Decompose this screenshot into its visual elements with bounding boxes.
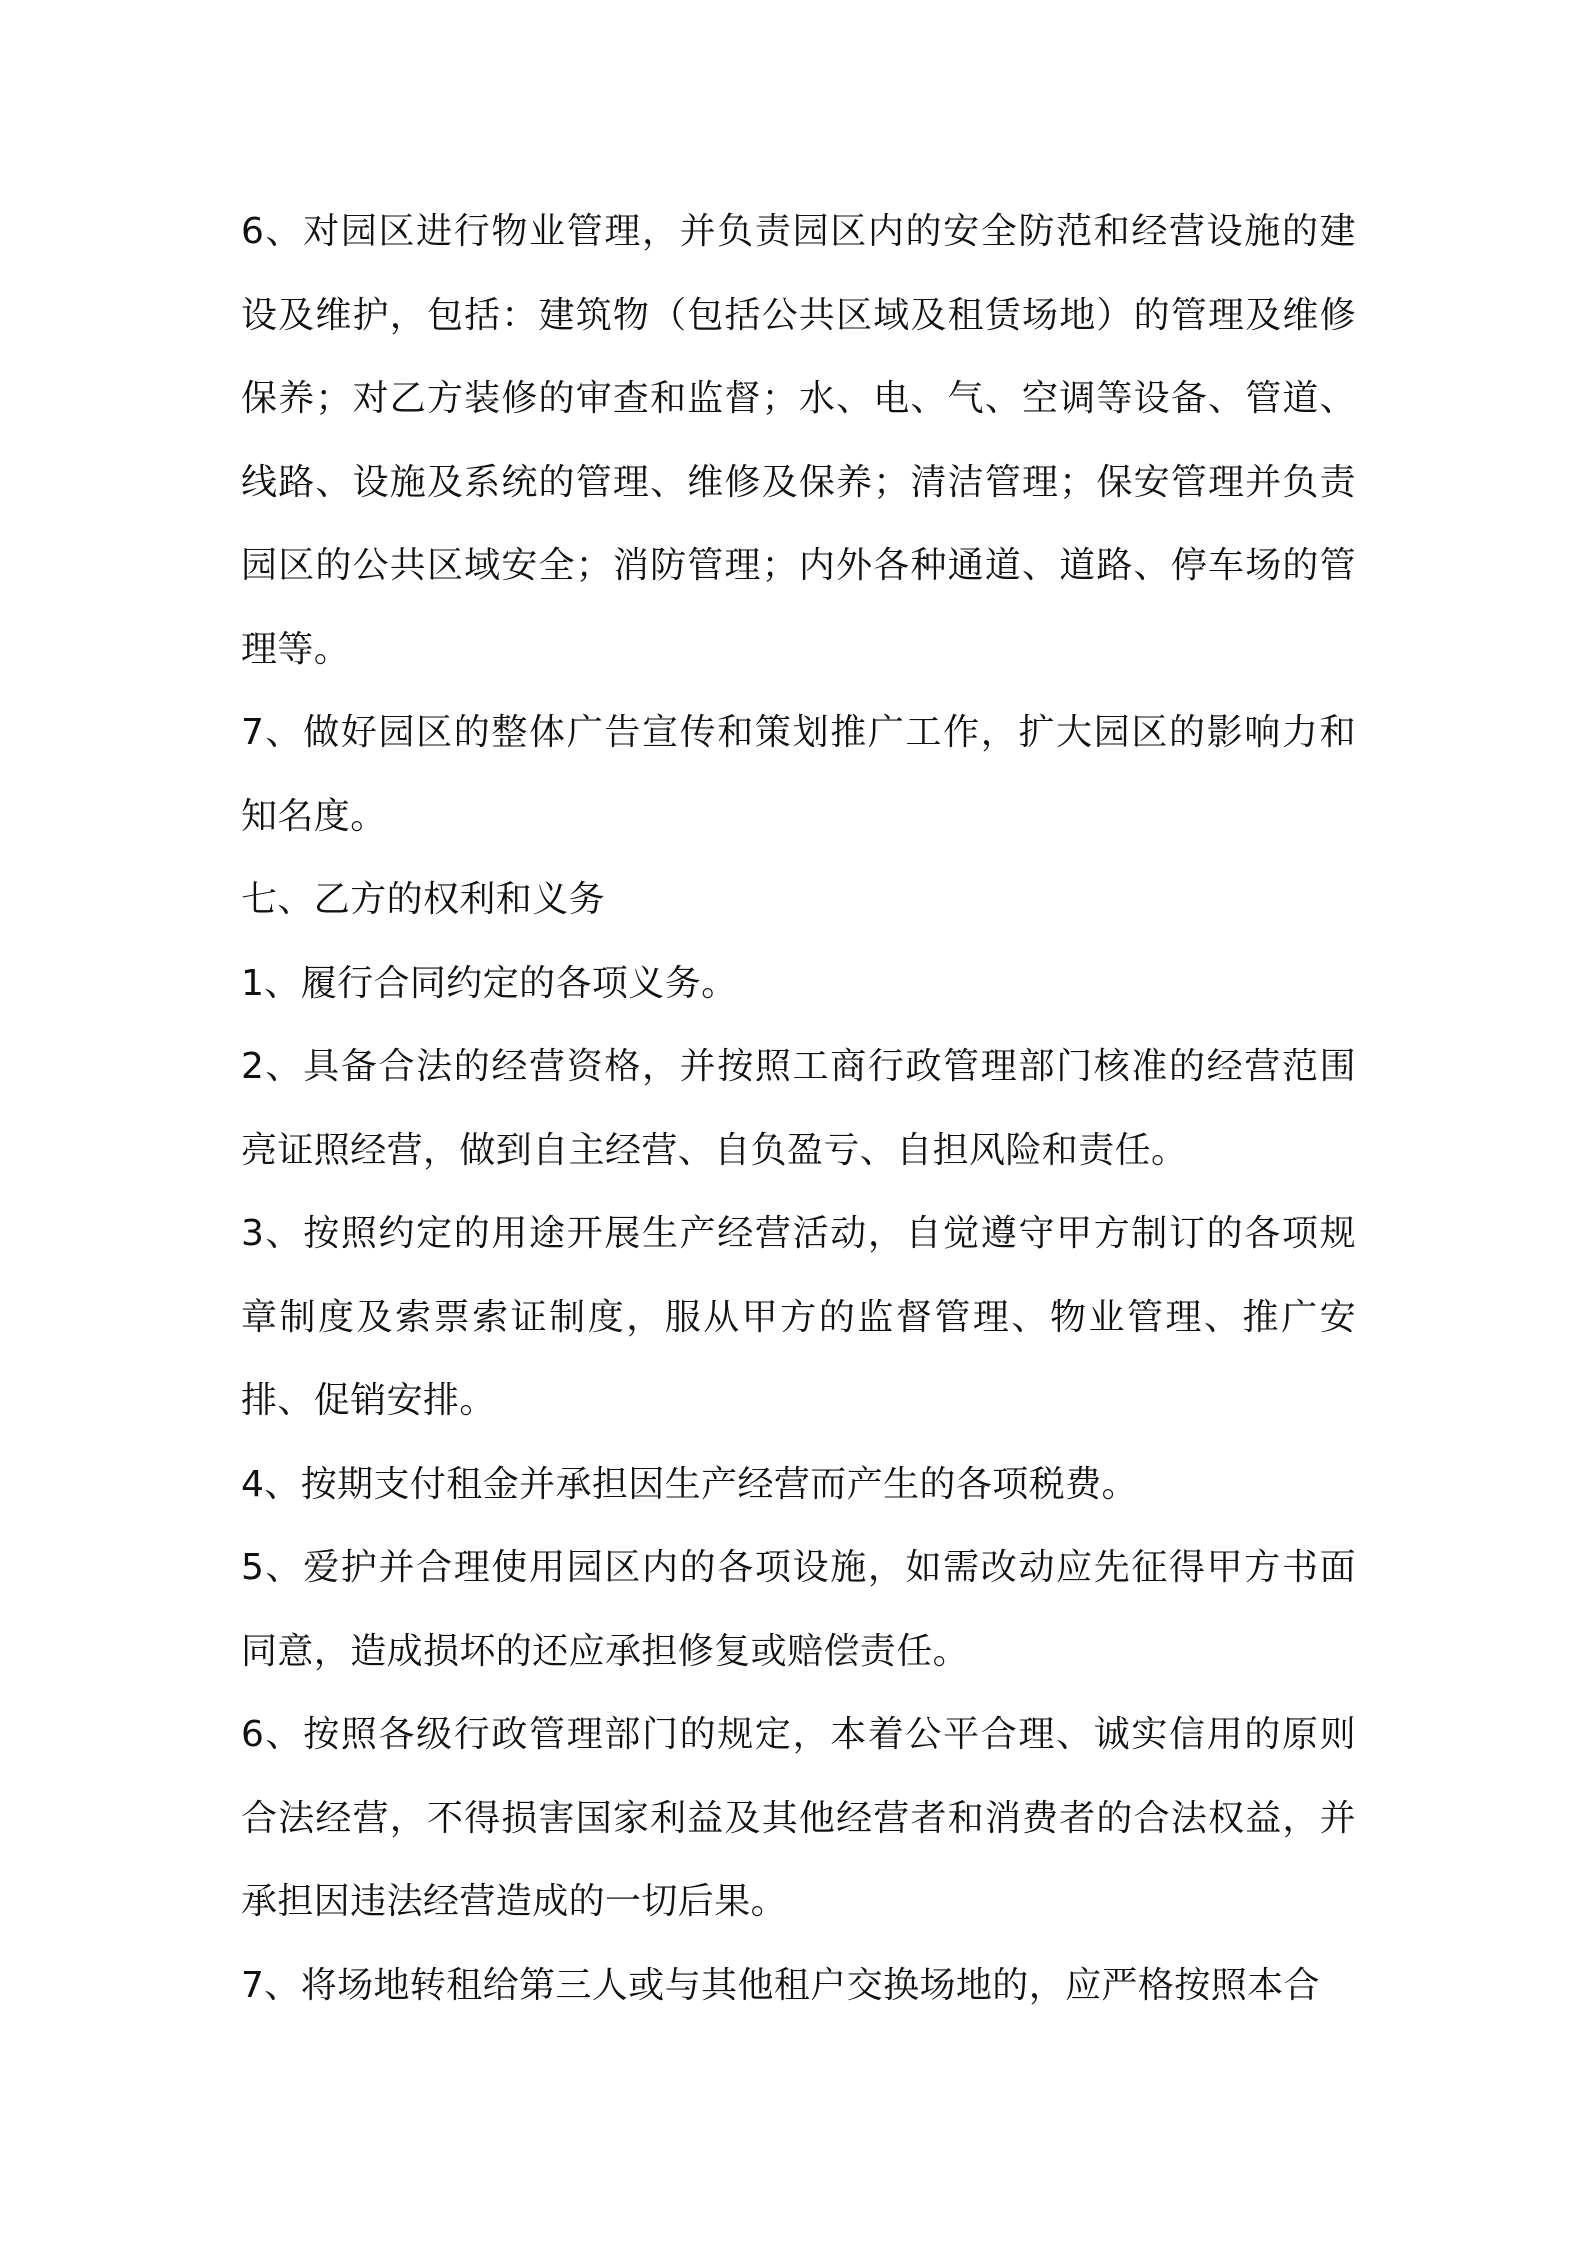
- paragraph-9: 6、按照各级行政管理部门的规定，本着公平合理、诚实信用的原则合法经营，不得损害国家利益及其他经营者和消费者的合法权益，并承担因违法经营造成的一切后果。: [241, 1714, 1356, 1922]
- paragraph-8: 5、爱护并合理使用园区内的各项设施，如需改动应先征得甲方书面同意，造成损坏的还应承担修复或赔偿责任。: [241, 1547, 1356, 1672]
- paragraph-6: 3、按照约定的用途开展生产经营活动，自觉遵守甲方制订的各项规章制度及索票索证制度，服从甲方的监督管理、物业管理、推广安排、促销安排。: [241, 1213, 1356, 1421]
- paragraph-2: 7、做好园区的整体广告宣传和策划推广工作，扩大园区的影响力和知名度。: [241, 712, 1356, 837]
- paragraph-5: 2、具备合法的经营资格，并按照工商行政管理部门核准的经营范围亮证照经营，做到自主经营、自负盈亏、自担风险和责任。: [241, 1046, 1356, 1171]
- paragraph-10: 7、将场地转租给第三人或与其他租户交换场地的，应严格按照本合: [241, 1964, 1320, 2006]
- paragraph-4: 1、履行合同约定的各项义务。: [241, 962, 738, 1004]
- paragraph-1: 6、对园区进行物业管理，并负责园区内的安全防范和经营设施的建设及维护，包括：建筑物（包括公共区域及租赁场地）的管理及维修保养；对乙方装修的审查和监督；水、电、气、空调等设备、管道、线路、设施及系统的管理、维修及保养；清洁管理；保安管理并负责园区的公共区域安全；消防管理；内外各种通道、道路、停车场的管理等。: [241, 211, 1356, 670]
- section-heading: 七、乙方的权利和义务: [241, 879, 606, 920]
- document-body: [241, 190, 1356, 2027]
- paragraph-7: 4、按期支付租金并承担因生产经营而产生的各项税费。: [241, 1463, 1138, 1505]
